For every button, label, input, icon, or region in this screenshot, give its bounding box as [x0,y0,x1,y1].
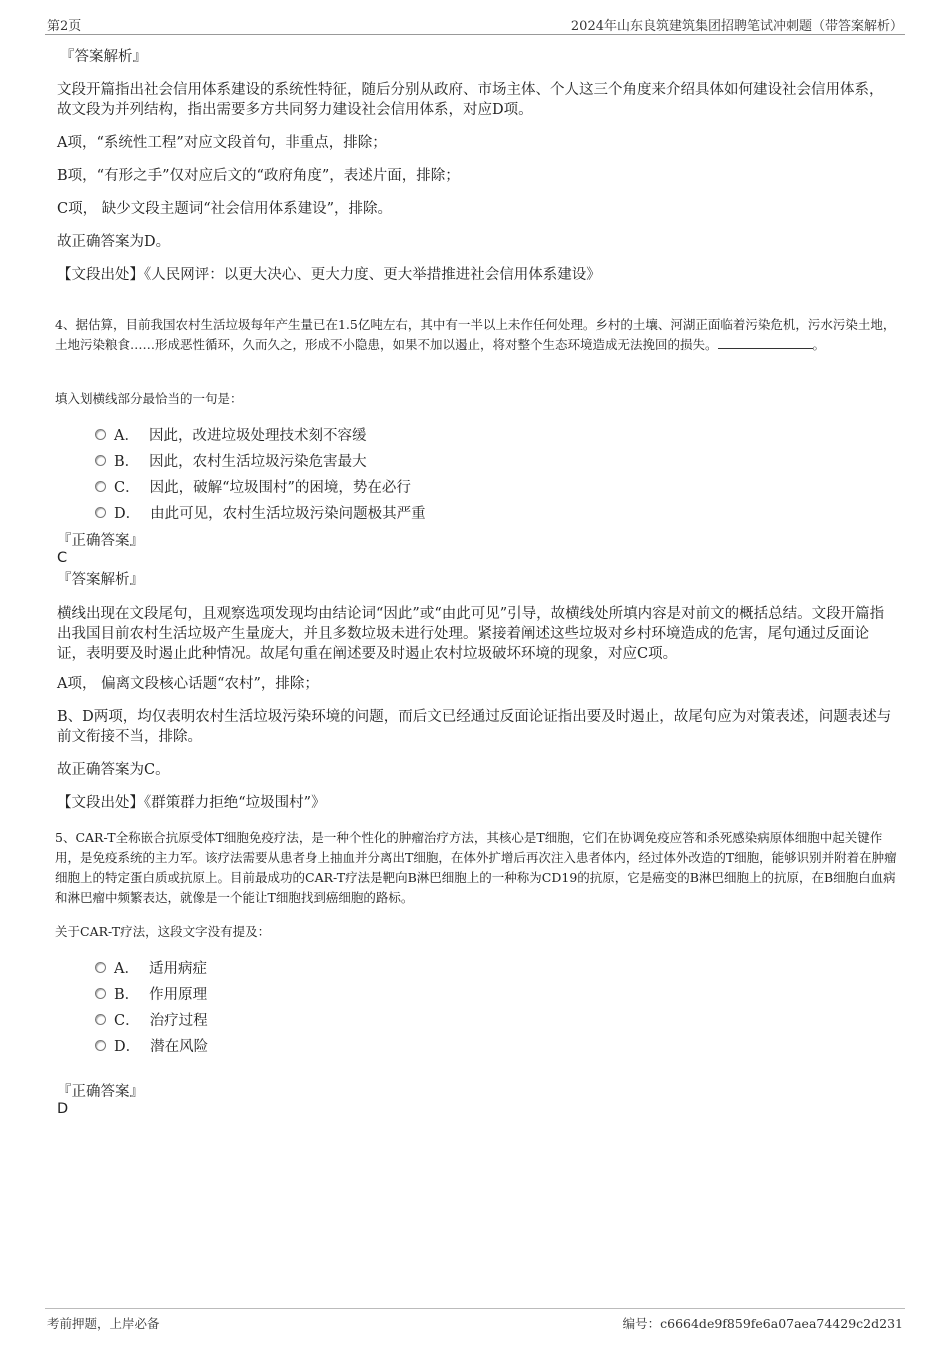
q3-analysis-label: 『答案解析』 [60,49,147,65]
page-footer [45,1308,905,1335]
q5-option-c[interactable]: C． 治疗过程 [95,1009,208,1029]
q4-option-b[interactable]: B． 因此，农村生活垃圾污染危害最大 [95,450,367,470]
footer-slogan: 考前押题，上岸必备 [47,1316,160,1331]
q5-correct-answer: D [57,1101,69,1117]
q5-option-b[interactable]: B． 作用原理 [95,983,207,1003]
radio-icon[interactable] [95,988,106,999]
q5-stem: 5、CAR-T全称嵌合抗原受体T细胞免疫疗法，是一种个性化的肿瘤治疗方法，其核心是T细胞，它们在协调免疫应答和杀死感染病原体细胞中起关键作用，是免疫系统的主力军。该疗法需要从患者身上抽血并分离出T细胞，在体外扩增后再次注入患者体内，经过体外改造的T细胞，能够识别并附着在肿瘤细胞上的特定蛋白质或抗原上。目前最成功的CAR-T疗法是靶向B淋巴细胞上的一种称为CD19的抗原，它是癌变的B淋巴细胞上的抗原，在B细胞白血病和淋巴瘤中频繁表达，就像是一个能让T细胞找到癌细胞的路标。 [55,830,897,905]
q4-stem: 4、据估算，目前我国农村生活垃圾每年产生量已在1.5亿吨左右，其中有一半以上未作任何处理。乡村的土壤、河湖正面临着污染危机，污水污染土地，土地污染粮食……形成恶性循环，久而久之，形成不小隐患，如果不加以遏止，将对整个生态环境造成无法挽回的损失。 。 [55,317,896,352]
page-header [45,12,905,35]
document-title: 2024年山东良筑建筑集团招聘笔试冲刺题（带答案解析） [570,19,903,34]
q4-option-d[interactable]: D． 由此可见，农村生活垃圾污染问题极其严重 [95,502,426,522]
radio-icon[interactable] [95,1014,106,1025]
q5-option-a[interactable]: A． 适用病症 [95,957,207,977]
q4-correct-answer: C [57,550,68,566]
q5-correct-label: 『正确答案』 [57,1084,144,1100]
q3-line-c: C项， 缺少文段主题词“社会信用体系建设”，排除。 [57,201,393,217]
radio-icon[interactable] [95,481,106,492]
radio-icon[interactable] [95,429,106,440]
document-code: 编号：c6664de9f859fe6a07aea74429c2d231 [622,1316,903,1331]
q3-source: 【文段出处】《人民网评：以更大决心、更大力度、更大举措推进社会信用体系建设》 [57,267,601,283]
q4-source: 【文段出处】《群策群力拒绝“垃圾围村”》 [57,795,326,811]
radio-icon[interactable] [95,507,106,518]
q3-line-a: A项，“系统性工程”对应文段首句，非重点，排除； [57,135,387,151]
q4-line-bd: B、D两项，均仅表明农村生活垃圾污染环境的问题，而后文已经通过反面论证指出要及时遏止，故尾句应为对策表述，问题表述与前文衔接不当，排除。 [57,709,892,745]
answer-blank [718,336,813,349]
q4-option-a[interactable]: A． 因此，改进垃圾处理技术刻不容缓 [95,424,366,444]
radio-icon[interactable] [95,455,106,466]
radio-icon[interactable] [95,1040,106,1051]
q4-conclusion: 故正确答案为C。 [57,762,170,778]
q4-analysis-label: 『答案解析』 [57,572,144,588]
radio-icon[interactable] [95,962,106,973]
q5-option-d[interactable]: D． 潜在风险 [95,1035,208,1055]
q4-option-c[interactable]: C． 因此，破解“垃圾围村”的困境，势在必行 [95,476,411,496]
q4-prompt: 填入划横线部分最恰当的一句是： [55,391,243,406]
q4-line-a: A项， 偏离文段核心话题“农村”，排除； [57,676,319,692]
q4-correct-label: 『正确答案』 [57,533,144,549]
q3-conclusion: 故正确答案为D。 [57,234,171,250]
page-number: 第2页 [47,19,82,34]
q4-analysis-text: 横线出现在文段尾句，且观察选项发现均由结论词“因此”或“由此可见”引导，故横线处所填内容是对前文的概括总结。文段开篇指出我国目前农村生活垃圾产生量庞大，并且多数垃圾未进行处理。紧接着阐述这些垃圾对乡村环境造成的危害，尾句通过反面论证，表明要及时遏止此种情况。故尾句重在阐述要及时遏止农村垃圾破坏环境的现象，对应C项。 [57,606,885,662]
q3-line-b: B项，“有形之手”仅对应后文的“政府角度”，表述片面，排除； [57,168,460,184]
q3-analysis-text: 文段开篇指出社会信用体系建设的系统性特征，随后分别从政府、市场主体、个人这三个角度来介绍具体如何建设社会信用体系，故文段为并列结构，指出需要多方共同努力建设社会信用体系，对应D项。 [57,82,884,118]
q5-prompt: 关于CAR-T疗法，这段文字没有提及： [55,924,271,939]
